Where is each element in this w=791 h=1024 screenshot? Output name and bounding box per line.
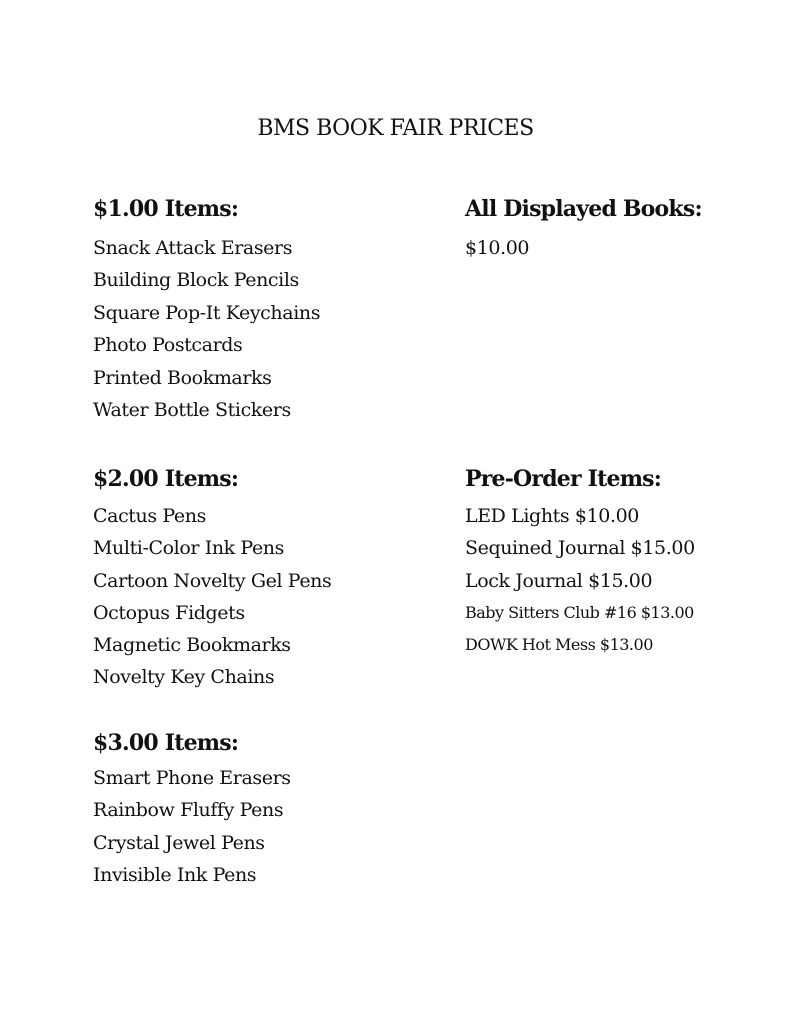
section-one-dollar-items — [93, 196, 320, 426]
list-item: Sequined Journal $15.00 — [465, 537, 695, 560]
item-list — [465, 500, 695, 661]
item-list — [93, 500, 331, 694]
list-item: Novelty Key Chains — [93, 666, 275, 689]
section-heading: $1.00 Items: — [93, 196, 239, 222]
page-title: BMS BOOK FAIR PRICES — [257, 116, 534, 141]
list-item: Square Pop-It Keychains — [93, 301, 321, 324]
list-item: Cactus Pens — [93, 505, 206, 527]
list-item: LED Lights $10.00 — [465, 505, 639, 527]
section-heading: All Displayed Books: — [465, 196, 702, 222]
section-three-dollar-items — [93, 730, 291, 891]
list-item: Photo Postcards — [93, 334, 243, 357]
section-heading: $2.00 Items: — [93, 466, 239, 492]
list-item: Snack Attack Erasers — [93, 237, 293, 259]
item-list — [465, 232, 702, 264]
list-item: Building Block Pencils — [93, 269, 299, 292]
list-item: Rainbow Fluffy Pens — [93, 799, 284, 822]
list-item: Baby Sitters Club #16 $13.00 — [465, 602, 694, 622]
section-preorder-items — [465, 466, 695, 661]
list-item: Printed Bookmarks — [93, 366, 272, 389]
list-item: Water Bottle Stickers — [93, 399, 291, 422]
item-list — [93, 762, 291, 891]
section-heading: Pre-Order Items: — [465, 466, 662, 492]
list-item: Multi-Color Ink Pens — [93, 537, 284, 560]
item-list — [93, 232, 320, 426]
section-two-dollar-items — [93, 466, 331, 694]
list-item: $10.00 — [465, 237, 530, 259]
list-item: Smart Phone Erasers — [93, 767, 291, 789]
list-item: Crystal Jewel Pens — [93, 831, 265, 854]
section-heading: $3.00 Items: — [93, 730, 239, 756]
list-item: Invisible Ink Pens — [93, 863, 257, 886]
section-displayed-books — [465, 196, 702, 264]
list-item: Cartoon Novelty Gel Pens — [93, 569, 332, 592]
list-item: Octopus Fidgets — [93, 601, 245, 624]
list-item: Magnetic Bookmarks — [93, 634, 291, 657]
list-item: DOWK Hot Mess $13.00 — [465, 635, 653, 655]
list-item: Lock Journal $15.00 — [465, 569, 653, 592]
